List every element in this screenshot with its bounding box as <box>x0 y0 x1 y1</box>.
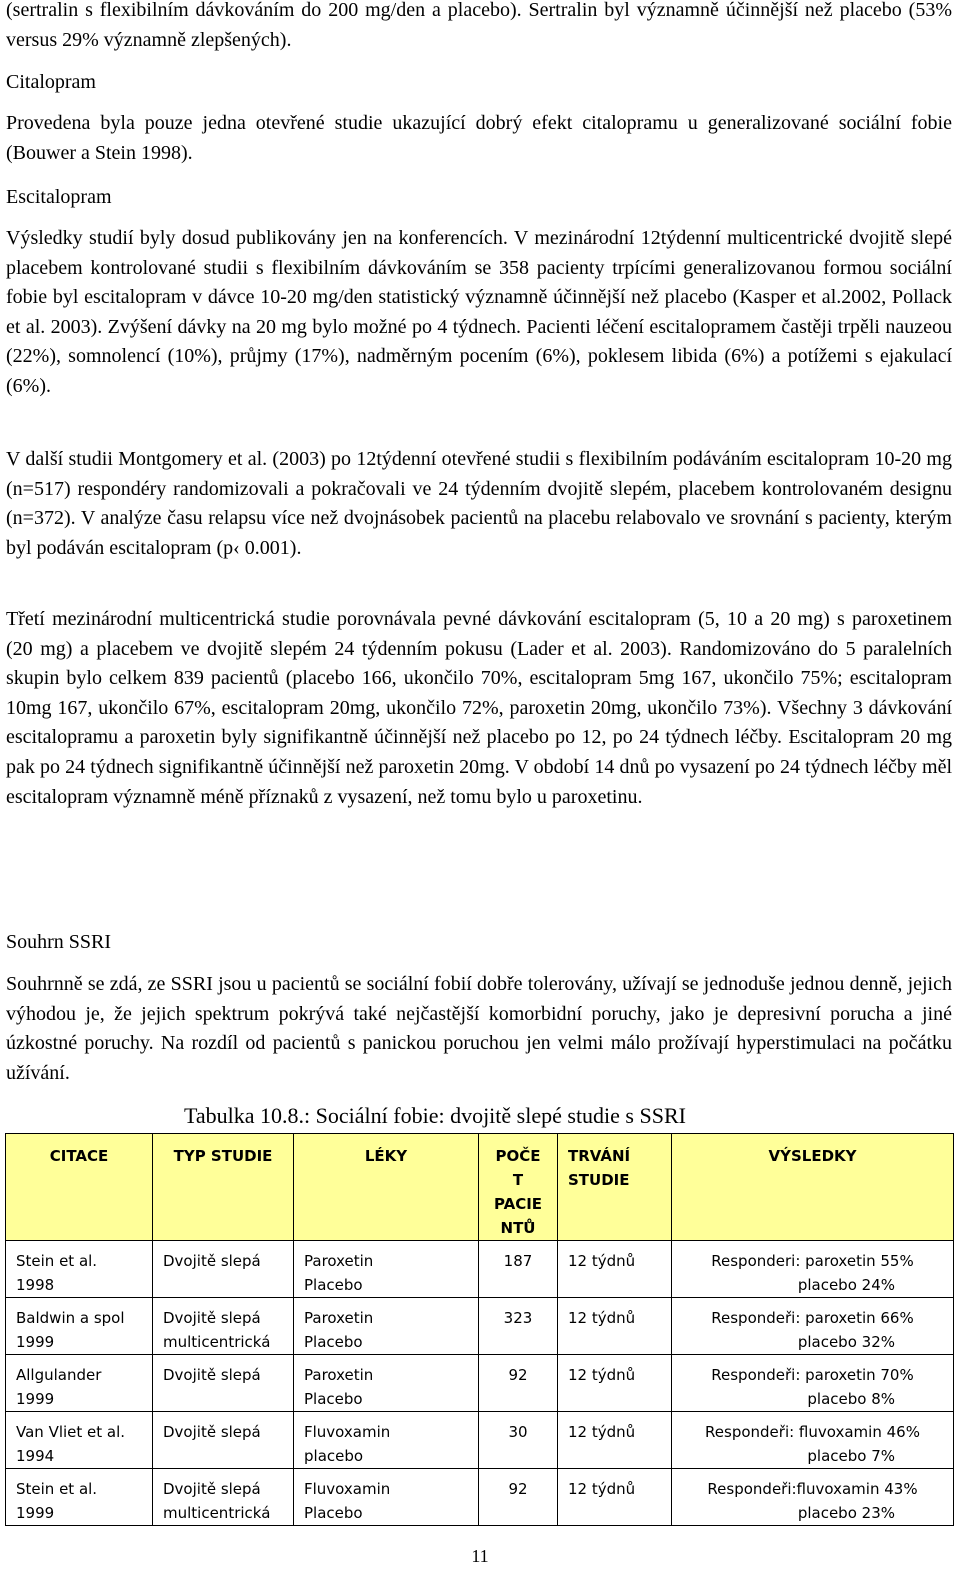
ssri-studies-table <box>5 1133 954 1526</box>
cell-trvani: 12 týdnů <box>558 1412 672 1469</box>
table-row <box>6 1298 954 1355</box>
heading-escitalopram: Escitalopram <box>6 186 112 208</box>
cell-vysledky: Responderi: paroxetin 55% placebo 24% <box>672 1241 954 1298</box>
cell-citace: Baldwin a spol 1999 <box>6 1298 153 1355</box>
header-pocet-pacientu: POČE T PACIE NTŮ <box>479 1134 558 1241</box>
table-caption: Tabulka 10.8.: Sociální fobie: dvojitě slepé studie s SSRI <box>184 1103 686 1128</box>
header-vysledky: VÝSLEDKY <box>672 1134 954 1241</box>
cell-vysledky: Respondeři: paroxetin 66% placebo 32% <box>672 1298 954 1355</box>
paragraph-montgomery: V další studii Montgomery et al. (2003) po 12týdenní otevřené studii s flexibilním podáváním escitalopram 10-20 mg (n=517) respondéry randomizovali a pokračovali ve 24 týdenním dvojitě slepém, placebem kontrolovaném designu (n=372). V analýze času relapsu více než dvojnásobek pacientů na placebu relabovalo ve srovnání s pacienty, kterým byl podáván escitalopram (p‹ 0.001). <box>6 448 952 559</box>
table-header-row <box>6 1134 954 1241</box>
cell-vysledky: Respondeři: fluvoxamin 46% placebo 7% <box>672 1412 954 1469</box>
cell-citace: Stein et al. 1999 <box>6 1469 153 1526</box>
cell-pocet: 323 <box>479 1298 558 1355</box>
heading-citalopram: Citalopram <box>6 71 96 93</box>
heading-souhrn-ssri: Souhrn SSRI <box>6 931 112 953</box>
cell-typ: Dvojitě slepá multicentrická <box>153 1298 294 1355</box>
cell-leky: Fluvoxamin placebo <box>294 1412 479 1469</box>
paragraph-third-study: Třetí mezinárodní multicentrická studie porovnávala pevné dávkování escitalopram (5, 10 a 20 mg) s paroxetinem (20 mg) a placebem ve dvojitě slepém 24 týdenním pokusu (Lader et al. 2003). Randomizováno do 5 paralelních skupin bylo celkem 839 pacientů (placebo 166, ukončilo 70%, escitalopram 5mg 167, ukončilo 75%; escitalopram 10mg 167, ukončilo 67%, escitalopram 20mg, ukončilo 72%, paroxetin 20mg, ukončilo 73%). Všechny 3 dávkování escitalopramu a paroxetin byly signifikantně účinnější než placebo po 12, po 24 týdnech léčby. Escitalopram 20 mg pak po 24 týdnech signifikantně účinnější než paroxetin 20mg. V období 14 dnů po vysazení po 24 týdnech léčby měl escitalopram významně méně příznaků z vysazení, než tomu bylo u paroxetinu. <box>6 608 952 808</box>
cell-typ: Dvojitě slepá multicentrická <box>153 1469 294 1526</box>
table-row <box>6 1241 954 1298</box>
cell-leky: Paroxetin Placebo <box>294 1355 479 1412</box>
table-row <box>6 1412 954 1469</box>
cell-pocet: 187 <box>479 1241 558 1298</box>
cell-leky: Paroxetin Placebo <box>294 1241 479 1298</box>
cell-vysledky: Respondeři:fluvoxamin 43% placebo 23% <box>672 1469 954 1526</box>
cell-trvani: 12 týdnů <box>558 1355 672 1412</box>
table-row <box>6 1355 954 1412</box>
header-leky: LÉKY <box>294 1134 479 1241</box>
cell-citace: Stein et al. 1998 <box>6 1241 153 1298</box>
cell-pocet: 92 <box>479 1355 558 1412</box>
header-typ-studie: TYP STUDIE <box>153 1134 294 1241</box>
cell-pocet: 30 <box>479 1412 558 1469</box>
paragraph-summary: Souhrnně se zdá, ze SSRI jsou u pacientů se sociální fobií dobře tolerovány, užívají se jednoduše jednou denně, jejich výhodou je, že jejich spektrum pokrývá také nejčastější komorbidní poruchy, jako je depresivní porucha a jiné úzkostné poruchy. Na rozdíl od pacientů s panickou poruchou jen velmi málo prožívají hyperstimulaci na počátku užívání. <box>6 973 952 1084</box>
cell-pocet: 92 <box>479 1469 558 1526</box>
cell-vysledky: Respondeři: paroxetin 70% placebo 8% <box>672 1355 954 1412</box>
cell-citace: Allgulander 1999 <box>6 1355 153 1412</box>
cell-typ: Dvojitě slepá <box>153 1241 294 1298</box>
table-row <box>6 1469 954 1526</box>
cell-citace: Van Vliet et al. 1994 <box>6 1412 153 1469</box>
cell-trvani: 12 týdnů <box>558 1298 672 1355</box>
header-citace: CITACE <box>6 1134 153 1241</box>
cell-typ: Dvojitě slepá <box>153 1355 294 1412</box>
cell-trvani: 12 týdnů <box>558 1241 672 1298</box>
cell-trvani: 12 týdnů <box>558 1469 672 1526</box>
cell-leky: Fluvoxamin Placebo <box>294 1469 479 1526</box>
cell-leky: Paroxetin Placebo <box>294 1298 479 1355</box>
paragraph-citalopram: Provedena byla pouze jedna otevřené studie ukazující dobrý efekt citalopramu u generalizované sociální fobie (Bouwer a Stein 1998). <box>6 112 952 164</box>
paragraph-sertralin: (sertralin s flexibilním dávkováním do 200 mg/den a placebo). Sertralin byl významně účinnější než placebo (53% versus 29% významně zlepšených). <box>6 0 952 51</box>
page-number: 11 <box>471 1546 489 1566</box>
header-trvani-studie: TRVÁNÍ STUDIE <box>558 1134 672 1241</box>
cell-typ: Dvojitě slepá <box>153 1412 294 1469</box>
paragraph-escitalopram-results: Výsledky studií byly dosud publikovány jen na konferencích. V mezinárodní 12týdenní multicentrické dvojitě slepé placebem kontrolované studii s flexibilním dávkováním se 358 pacienty trpícími generalizovanou formou sociální fobie byl escitalopram v dávce 10-20 mg/den statistický významně účinnější než placebo (Kasper et al.2002, Pollack et al. 2003). Zvýšení dávky na 20 mg bylo možné po 4 týdnech. Pacienti léčení escitalopramem častěji trpěli nauzeou (22%), somnolencí (10%), průjmy (17%), nadměrným pocením (6%), poklesem libida (6%) a potížemi s ejakulací (6%). <box>6 227 952 397</box>
